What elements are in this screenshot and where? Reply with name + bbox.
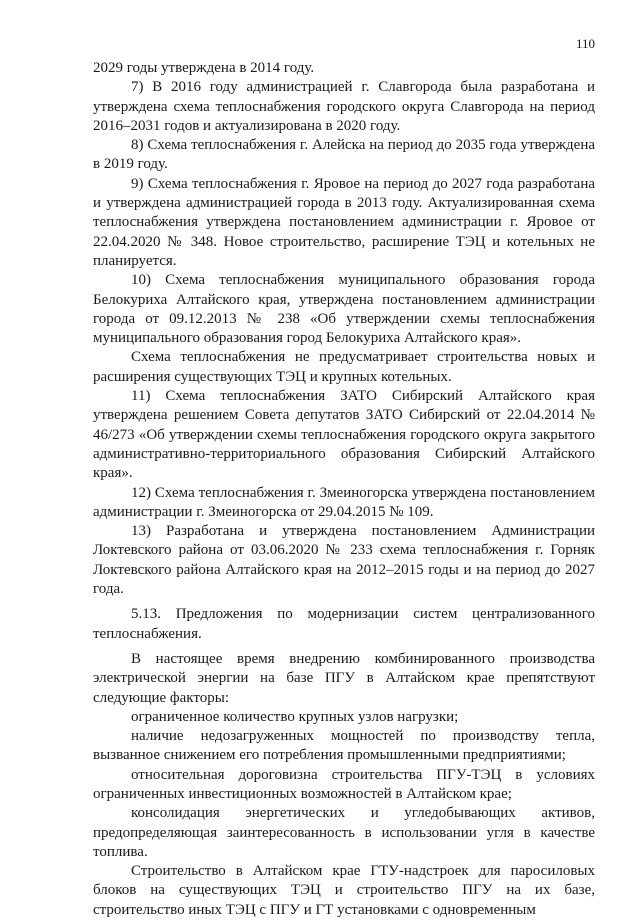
page-number: 110 <box>575 36 595 51</box>
paragraph-factors-intro: В настоящее время внедрению комбинированного производства электрической энергии на базе ПГУ в Алтайском крае препятствуют следующие факторы: <box>93 650 595 706</box>
paragraph-item-9: 9) Схема теплоснабжения г. Яровое на период до 2027 года разработана и утверждена администрацией города в 2013 году. Актуализированная схема теплоснабжения утверждена постановлением администрации г. Яровое от 22.04.2020 № 348. Новое строительство, расширение ТЭЦ и котельных не планируется. <box>93 175 595 269</box>
paragraph-factor-4: консолидация энергетических и угледобывающих активов, предопределяющая заинтересованность в использовании угля в качестве топлива. <box>93 805 595 860</box>
page-body <box>93 59 595 920</box>
paragraph-item-10-note: Схема теплоснабжения не предусматривает строительства новых и расширения существующих ТЭЦ и крупных котельных. <box>93 349 595 385</box>
paragraph-item-13: 13) Разработана и утверждена постановлением Администрации Локтевского района от 03.06.2020 № 233 схема теплоснабжения г. Горняк Локтевского района Алтайского края на 2012–2015 годы и на период до 2027 года. <box>93 523 595 598</box>
paragraph-item-8: 8) Схема теплоснабжения г. Алейска на период до 2035 года утверждена в 2019 году. <box>93 137 595 173</box>
paragraph-item-7: 7) В 2016 году администрацией г. Славгорода была разработана и утверждена схема теплоснабжения городского округа Славгорода на период 2016–2031 годов и актуализирована в 2020 году. <box>93 79 595 134</box>
paragraph-continuation: 2029 годы утверждена в 2014 году. <box>93 60 315 76</box>
paragraph-item-11: 11) Схема теплоснабжения ЗАТО Сибирский Алтайского края утверждена решением Совета депутатов ЗАТО Сибирский от 22.04.2014 № 46/273 «Об утверждении схемы теплоснабжения городского округа закрытого административно-территориального образования Сибирский Алтайского края». <box>93 388 595 482</box>
paragraph-factor-3: относительная дороговизна строительства ПГУ-ТЭЦ в условиях ограниченных инвестиционных возможностей в Алтайском крае; <box>93 766 595 802</box>
paragraph-item-12: 12) Схема теплоснабжения г. Змеиногорска утверждена постановлением администрации г. Змеиногорска от 29.04.2015 № 109. <box>93 484 595 520</box>
paragraph-factor-2: наличие недозагруженных мощностей по производству тепла, вызванное снижением его потребления промышленными предприятиями; <box>93 728 595 764</box>
section-heading-5-13: 5.13. Предложения по модернизации систем централизованного теплоснабжения. <box>93 606 595 642</box>
paragraph-factor-1: ограниченное количество крупных узлов нагрузки; <box>131 708 459 725</box>
paragraph-item-10: 10) Схема теплоснабжения муниципального образования города Белокуриха Алтайского края, утверждена постановлением администрации города от 09.12.2013 № 238 «Об утверждении схемы теплоснабжения муниципального образования город Белокуриха Алтайского края». <box>93 272 595 347</box>
paragraph-construction: Строительство в Алтайском крае ГТУ-надстроек для паросиловых блоков на существующих ТЭЦ и строительство ПГУ на их базе, строительство иных ТЭЦ с ПГУ и ГТ установками с одновременным <box>93 863 595 918</box>
